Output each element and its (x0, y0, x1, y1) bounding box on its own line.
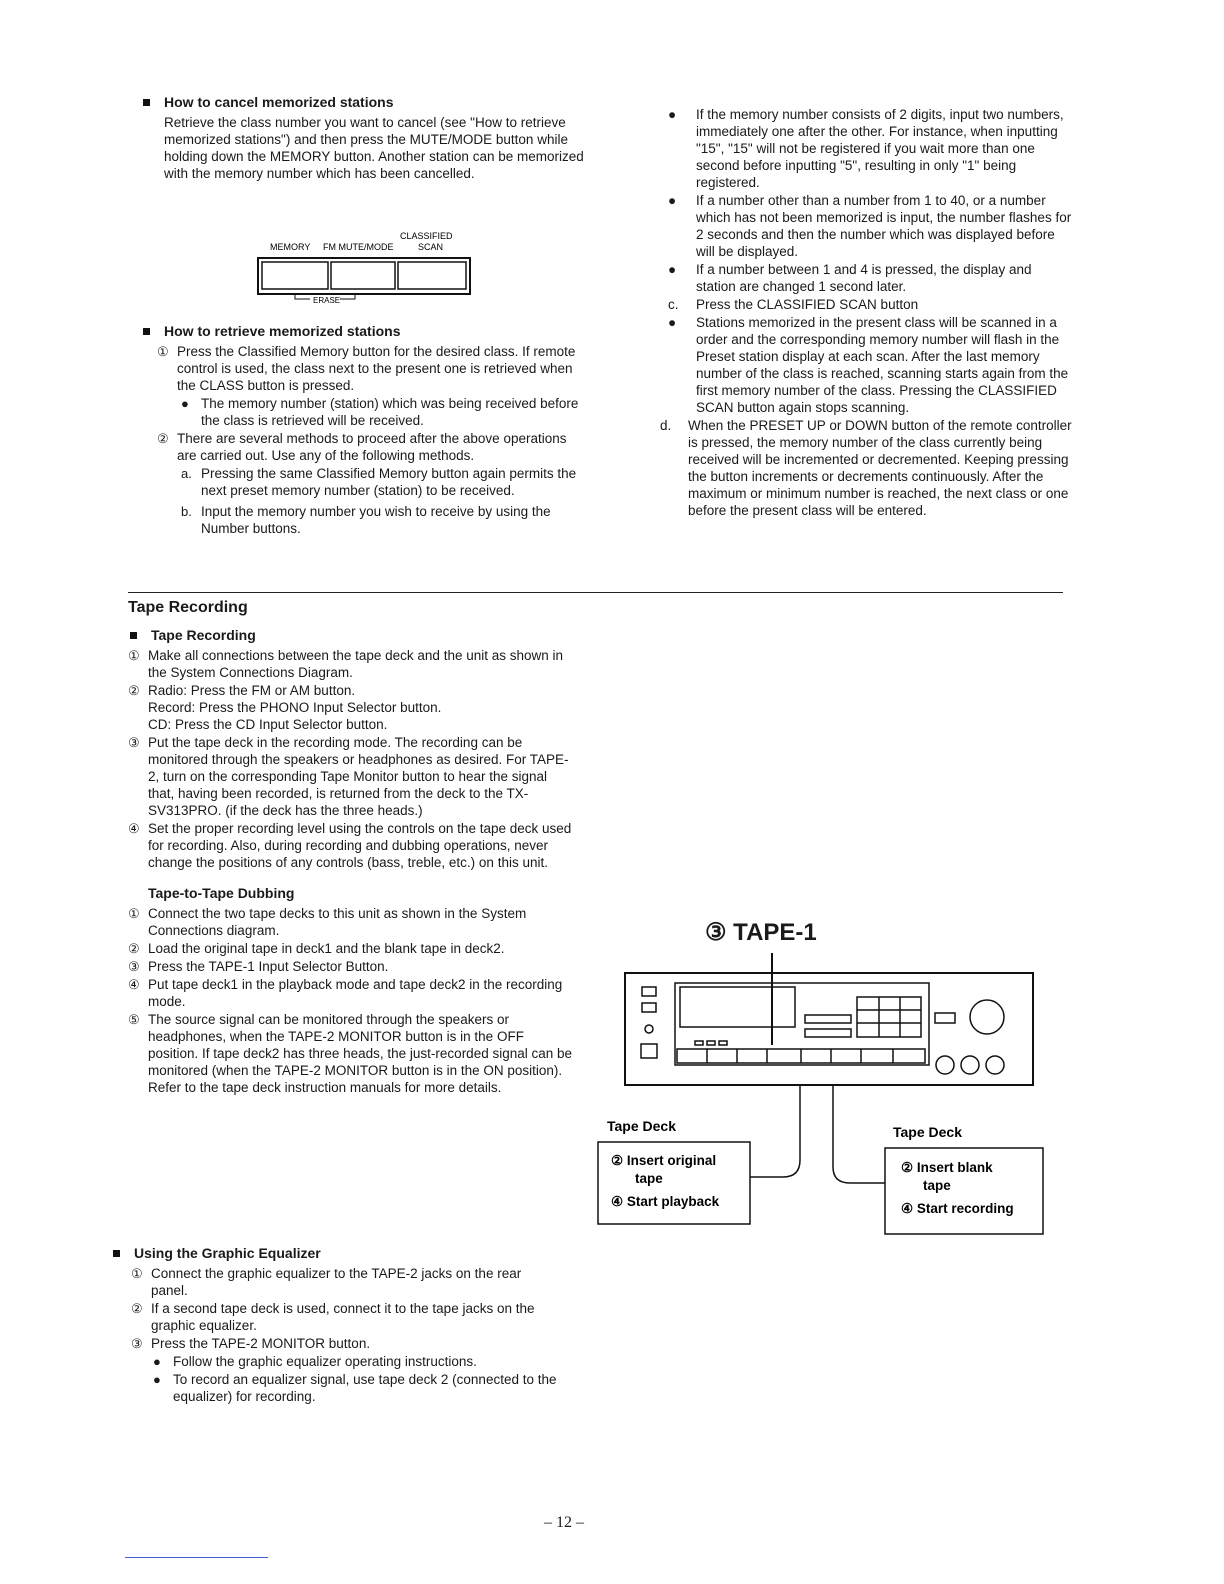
round-bullet-icon: ● (153, 1372, 161, 1387)
tape-step-2-cd: CD: Press the CD Input Selector button. (148, 717, 388, 732)
retrieve-step-1: Press the Classified Memory button for the desired class. If remote control is used, the class next to the present one is retrieved when the CLASS button is pressed. (177, 344, 576, 393)
tape-step-2-record: Record: Press the PHONO Input Selector button. (148, 700, 442, 715)
figure-title: ③ TAPE-1 (705, 919, 817, 946)
eq-bullet-2: To record an equalizer signal, use tape deck 2 (connected to the equalizer) for recording. (173, 1372, 557, 1404)
square-bullet-icon (113, 1250, 120, 1257)
left-deck-label: Tape Deck (607, 1118, 676, 1134)
tape-recording-section (128, 599, 573, 1097)
right-box-recording: ④ Start recording (901, 1201, 1014, 1216)
diagram-label-scan: SCAN (418, 242, 444, 252)
step-marker: ② (157, 431, 169, 446)
diagram-label-erase: ERASE (313, 296, 341, 305)
page-number: – 12 – (544, 1514, 584, 1531)
step-marker: ① (131, 1266, 143, 1281)
classified-scan-button (398, 262, 466, 289)
eq-step-2: If a second tape deck is used, connect it to the tape jacks on the graphic equalizer. (151, 1301, 535, 1333)
right-method-c-bullet: Stations memorized in the present class will be scanned in a order and the corresponding memory number will flash in the Preset station display at each scan. After the last memory number of the class is reached, scanning starts again from the first memory number of the class. Pressing the CLASSIFIED SCAN button again stops scanning. (696, 315, 1069, 415)
receiver-diagram (595, 945, 1055, 1245)
fm-mute-button (331, 262, 395, 289)
diagram-label-classified: CLASSIFIED (400, 231, 453, 241)
eq-step-1: Connect the graphic equalizer to the TAPE-2 jacks on the rear panel. (151, 1266, 522, 1298)
footnote-rule (125, 1557, 268, 1558)
tape-step-1: Make all connections between the tape deck and the unit as shown in the System Connections Diagram. (148, 648, 564, 680)
square-bullet-icon (143, 99, 150, 106)
dubbing-step-5: The source signal can be monitored through the speakers or headphones, when the TAPE-2 MONITOR button is in the OFF position. If tape deck2 has three heads, the just-recorded signal can be monitored (when the TAPE-2 MONITOR button is in the ON position). Refer to the tape deck instruction manuals for more details. (148, 1012, 573, 1095)
round-bullet-icon: ● (668, 107, 677, 122)
square-bullet-icon (130, 632, 137, 639)
square-bullet-icon (143, 328, 150, 335)
letter-marker: c. (668, 297, 679, 312)
dubbing-step-4: Put tape deck1 in the playback mode and tape deck2 in the recording mode. (148, 977, 563, 1009)
diagram-label-memory: MEMORY (270, 242, 311, 252)
round-bullet-icon: ● (181, 396, 189, 411)
dubbing-step-3: Press the TAPE-1 Input Selector Button. (148, 959, 389, 974)
step-marker: ① (128, 648, 140, 663)
tape-recording-heading: Tape Recording (151, 627, 256, 643)
left-box-tape: tape (635, 1171, 663, 1186)
retrieve-step-1-bullet: The memory number (station) which was being received before the class is retrieved will be received. (201, 396, 579, 428)
round-bullet-icon: ● (153, 1354, 161, 1369)
section-divider (128, 592, 1063, 593)
round-bullet-icon: ● (668, 262, 677, 277)
step-marker: ② (131, 1301, 143, 1316)
letter-marker: b. (181, 504, 192, 519)
volume-knob (970, 1000, 1004, 1034)
tape-step-4: Set the proper recording level using the controls on the tape deck used for recording. Also, during recording and dubbing operations, never change the positions of any controls (bass, treble, etc.) on this unit. (148, 821, 572, 870)
eq-heading: Using the Graphic Equalizer (134, 1245, 321, 1261)
tape-step-3: Put the tape deck in the recording mode. The recording can be monitored through the speakers or headphones as desired. For TAPE-2, turn on the corresponding Tape Monitor button to hear the signal that, having been recorded, is returned from the deck to the TX-SV313PRO. (if the deck has the three heads.) (148, 735, 569, 818)
step-marker: ⑤ (128, 1012, 140, 1027)
retrieve-step-2: There are several methods to proceed after the above operations are carried out. Use any of the following methods. (177, 431, 567, 463)
letter-marker: d. (660, 418, 672, 433)
memory-button (262, 262, 328, 289)
step-marker: ① (157, 344, 169, 359)
step-marker: ③ (128, 959, 140, 974)
round-bullet-icon: ● (668, 193, 677, 208)
step-marker: ① (128, 906, 140, 921)
retrieve-method-a: Pressing the same Classified Memory button again permits the next preset memory number (station) to be received. (201, 466, 577, 498)
right-deck-label: Tape Deck (893, 1124, 962, 1140)
step-marker: ④ (128, 821, 140, 836)
right-box-tape: tape (923, 1178, 951, 1193)
retrieve-heading: How to retrieve memorized stations (164, 323, 401, 339)
step-marker: ④ (128, 977, 140, 992)
right-method-d: When the PRESET UP or DOWN button of the remote controller is pressed, the memory number of the class currently being received will be incremented or decremented. Keeping pressing the button increments or decrements continuously. After the maximum or minimum number is reached, the next class or one before the present class will be entered. (688, 418, 1072, 518)
cancel-body: Retrieve the class number you want to cancel (see "How to retrieve memorized stations") and then press the MUTE/MODE button while holding down the MEMORY button. Another station can be memorized with the memory number which has been cancelled. (164, 115, 584, 181)
cancel-section (143, 94, 588, 182)
round-bullet-icon: ● (668, 315, 677, 330)
step-marker: ② (128, 941, 140, 956)
right-method-c: Press the CLASSIFIED SCAN button (696, 297, 919, 312)
dubbing-step-2: Load the original tape in deck1 and the blank tape in deck2. (148, 941, 505, 956)
left-box-insert: ② Insert original (611, 1153, 717, 1168)
tape-step-2-radio: Radio: Press the FM or AM button. (148, 683, 356, 698)
step-marker: ③ (128, 735, 140, 750)
section-title: Tape Recording (128, 599, 248, 616)
left-box-playback: ④ Start playback (611, 1194, 720, 1209)
retrieve-method-b: Input the memory number you wish to receive by using the Number buttons. (201, 504, 551, 536)
right-column (660, 106, 1073, 520)
memory-button-diagram (255, 225, 480, 310)
letter-marker: a. (181, 466, 192, 481)
retrieve-section (143, 323, 583, 538)
dubbing-heading: Tape-to-Tape Dubbing (148, 885, 295, 901)
diagram-label-fm-mute: FM MUTE/MODE (323, 242, 394, 252)
graphic-equalizer-section (113, 1245, 558, 1406)
right-box-insert: ② Insert blank (901, 1160, 993, 1175)
dubbing-step-1: Connect the two tape decks to this unit as shown in the System Connections diagram. (148, 906, 527, 938)
eq-step-3: Press the TAPE-2 MONITOR button. (151, 1336, 371, 1351)
right-bullet-1: If the memory number consists of 2 digits, input two numbers, immediately one after the other. For instance, when inputting "15", "15" will not be registered if you wait more than one second before inputting "5", resulting in only "1" being registered. (696, 107, 1064, 190)
step-marker: ③ (131, 1336, 143, 1351)
right-bullet-3: If a number between 1 and 4 is pressed, the display and station are changed 1 second later. (696, 262, 1032, 294)
right-bullet-2: If a number other than a number from 1 to 40, or a number which has not been memorized is input, the number flashes for 2 seconds and then the number which was displayed before will be displayed. (696, 193, 1072, 259)
eq-bullet-1: Follow the graphic equalizer operating instructions. (173, 1354, 477, 1369)
step-marker: ② (128, 683, 140, 698)
cancel-heading: How to cancel memorized stations (164, 94, 394, 110)
